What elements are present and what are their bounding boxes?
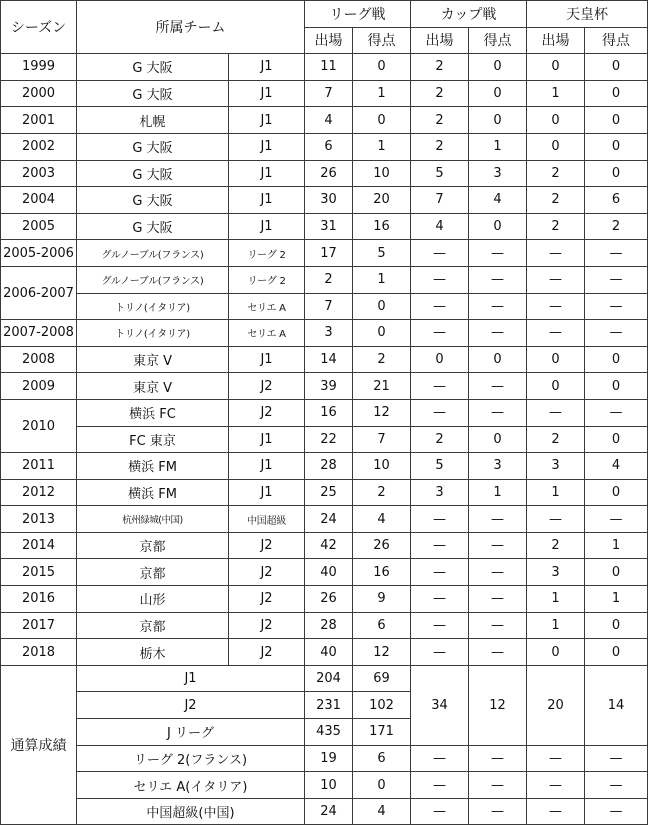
emperor-apps-cell: — xyxy=(527,798,585,825)
league-goals-cell: 21 xyxy=(353,373,411,400)
cup-goals-cell: — xyxy=(469,532,527,559)
cup-apps-cell: 0 xyxy=(411,346,469,373)
emperor-goals-cell: — xyxy=(585,798,648,825)
season-cell: 2018 xyxy=(1,639,77,666)
table-row xyxy=(1,133,648,160)
emperor-apps-cell: 2 xyxy=(527,187,585,214)
table-row xyxy=(1,506,648,533)
emperor-goals-cell: 0 xyxy=(585,54,648,81)
table-row xyxy=(1,586,648,613)
league-goals-cell: 9 xyxy=(353,586,411,613)
league-goals-cell: 0 xyxy=(353,54,411,81)
emperor-apps-header: 出場 xyxy=(527,27,585,54)
cup-goals-cell: 0 xyxy=(469,426,527,453)
table-row xyxy=(1,187,648,214)
league-goals-cell: 10 xyxy=(353,160,411,187)
league-goals-cell: 4 xyxy=(353,506,411,533)
cup-apps-cell: 3 xyxy=(411,479,469,506)
season-cell: 2009 xyxy=(1,373,77,400)
team-cell: 横浜 FM xyxy=(77,453,229,480)
league-goals-cell: 12 xyxy=(353,639,411,666)
emperor-goals-cell: 1 xyxy=(585,532,648,559)
team-cell: FC 東京 xyxy=(77,426,229,453)
league-apps-cell: 2 xyxy=(305,266,353,293)
totals-emperor-apps: 20 xyxy=(527,665,585,745)
league-apps-cell: 40 xyxy=(305,639,353,666)
cup-goals-cell: 3 xyxy=(469,160,527,187)
league-apps-cell: 7 xyxy=(305,80,353,107)
team-cell: 京都 xyxy=(77,559,229,586)
cup-apps-cell: 2 xyxy=(411,426,469,453)
table-row xyxy=(1,80,648,107)
division-cell: リーグ 2 xyxy=(229,240,305,267)
league-goals-cell: 1 xyxy=(353,266,411,293)
season-cell: 2014 xyxy=(1,532,77,559)
team-cell: G 大阪 xyxy=(77,80,229,107)
emperor-goals-cell: — xyxy=(585,320,648,347)
totals-jleague-label: J リーグ xyxy=(77,719,305,746)
league-apps-cell: 7 xyxy=(305,293,353,320)
emperor-goals-cell: 0 xyxy=(585,107,648,134)
division-cell: J2 xyxy=(229,373,305,400)
division-cell: J1 xyxy=(229,453,305,480)
cup-goals-cell: 0 xyxy=(469,107,527,134)
season-cell: 2004 xyxy=(1,187,77,214)
season-cell: 2005-2006 xyxy=(1,240,77,267)
team-cell: 横浜 FM xyxy=(77,479,229,506)
emperor-apps-cell: 0 xyxy=(527,107,585,134)
cup-goals-cell: — xyxy=(469,266,527,293)
table-row xyxy=(1,639,648,666)
season-header: シーズン xyxy=(1,1,77,54)
emperor-apps-cell: 0 xyxy=(527,639,585,666)
table-row xyxy=(1,479,648,506)
league-apps-cell: 4 xyxy=(305,107,353,134)
league-apps-cell: 26 xyxy=(305,586,353,613)
division-cell: J1 xyxy=(229,346,305,373)
league-goals-cell: 5 xyxy=(353,240,411,267)
league-apps-cell: 25 xyxy=(305,479,353,506)
league-apps-cell: 17 xyxy=(305,240,353,267)
emperor-apps-cell: 1 xyxy=(527,80,585,107)
emperor-goals-cell: — xyxy=(585,506,648,533)
league-apps-cell: 3 xyxy=(305,320,353,347)
team-cell: トリノ(イタリア) xyxy=(77,293,229,320)
season-cell: 2007-2008 xyxy=(1,320,77,347)
league-apps-cell: 40 xyxy=(305,559,353,586)
emperor-goals-cell: — xyxy=(585,266,648,293)
emperor-apps-cell: 2 xyxy=(527,426,585,453)
league-goals-cell: 2 xyxy=(353,346,411,373)
emperor-goals-cell: 0 xyxy=(585,426,648,453)
season-cell: 2017 xyxy=(1,612,77,639)
totals-row-csl xyxy=(1,798,648,825)
table-row xyxy=(1,213,648,240)
league-goals-cell: 1 xyxy=(353,80,411,107)
season-cell: 2011 xyxy=(1,453,77,480)
emperor-apps-cell: 1 xyxy=(527,586,585,613)
cup-apps-cell: — xyxy=(411,266,469,293)
cup-apps-cell: — xyxy=(411,745,469,772)
league-apps-cell: 6 xyxy=(305,133,353,160)
cup-goals-cell: 0 xyxy=(469,213,527,240)
league-goals-cell: 6 xyxy=(353,612,411,639)
season-cell: 2015 xyxy=(1,559,77,586)
division-cell: リーグ 2 xyxy=(229,266,305,293)
emperor-goals-cell: 2 xyxy=(585,213,648,240)
division-cell: J1 xyxy=(229,213,305,240)
league-goals-cell: 12 xyxy=(353,399,411,426)
emperor-apps-cell: — xyxy=(527,399,585,426)
team-cell: 東京 V xyxy=(77,346,229,373)
totals-j2-label: J2 xyxy=(77,692,305,719)
league-apps-cell: 30 xyxy=(305,187,353,214)
league-apps-header: 出場 xyxy=(305,27,353,54)
emperor-goals-cell: — xyxy=(585,399,648,426)
totals-cup-apps: 34 xyxy=(411,665,469,745)
cup-apps-cell: — xyxy=(411,320,469,347)
totals-j1-label: J1 xyxy=(77,665,305,692)
cup-goals-cell: — xyxy=(469,506,527,533)
league-header: リーグ戦 xyxy=(305,1,411,28)
team-cell: G 大阪 xyxy=(77,54,229,81)
emperor-apps-cell: 0 xyxy=(527,54,585,81)
totals-j1-goals: 69 xyxy=(353,665,411,692)
league-apps-cell: 16 xyxy=(305,399,353,426)
totals-row-seriea xyxy=(1,772,648,799)
totals-csl-label: 中国超級(中国) xyxy=(77,798,305,825)
division-cell: J2 xyxy=(229,399,305,426)
table-row xyxy=(1,532,648,559)
emperor-goals-cell: — xyxy=(585,745,648,772)
team-cell: G 大阪 xyxy=(77,133,229,160)
emperor-goals-header: 得点 xyxy=(585,27,648,54)
emperor-goals-cell: 1 xyxy=(585,586,648,613)
cup-apps-cell: — xyxy=(411,612,469,639)
emperor-apps-cell: 2 xyxy=(527,213,585,240)
league-goals-header: 得点 xyxy=(353,27,411,54)
division-cell: J1 xyxy=(229,187,305,214)
table-row xyxy=(1,320,648,347)
totals-ligue2-goals: 6 xyxy=(353,745,411,772)
league-goals-cell: 7 xyxy=(353,426,411,453)
cup-apps-header: 出場 xyxy=(411,27,469,54)
league-goals-cell: 0 xyxy=(353,107,411,134)
emperor-goals-cell: 0 xyxy=(585,479,648,506)
team-cell: 横浜 FC xyxy=(77,399,229,426)
table-row xyxy=(1,373,648,400)
emperor-apps-cell: — xyxy=(527,266,585,293)
league-goals-cell: 16 xyxy=(353,213,411,240)
cup-apps-cell: — xyxy=(411,639,469,666)
season-cell: 2006-2007 xyxy=(1,266,77,319)
cup-apps-cell: 2 xyxy=(411,80,469,107)
table-row xyxy=(1,453,648,480)
cup-goals-cell: — xyxy=(469,612,527,639)
league-goals-cell: 20 xyxy=(353,187,411,214)
cup-goals-cell: 3 xyxy=(469,453,527,480)
emperor-apps-cell: 1 xyxy=(527,479,585,506)
team-cell: 東京 V xyxy=(77,373,229,400)
cup-apps-cell: — xyxy=(411,373,469,400)
cup-goals-cell: 0 xyxy=(469,346,527,373)
table-row xyxy=(1,54,648,81)
league-goals-cell: 26 xyxy=(353,532,411,559)
emperor-apps-cell: — xyxy=(527,745,585,772)
totals-seriea-goals: 0 xyxy=(353,772,411,799)
division-cell: セリエ A xyxy=(229,320,305,347)
totals-row-ligue2 xyxy=(1,745,648,772)
cup-goals-cell: — xyxy=(469,559,527,586)
emperor-apps-cell: — xyxy=(527,320,585,347)
cup-goals-cell: — xyxy=(469,772,527,799)
totals-csl-goals: 4 xyxy=(353,798,411,825)
season-cell: 2013 xyxy=(1,506,77,533)
totals-seriea-label: セリエ A(イタリア) xyxy=(77,772,305,799)
cup-apps-cell: 2 xyxy=(411,54,469,81)
table-row xyxy=(1,399,648,426)
team-header: 所属チーム xyxy=(77,1,305,54)
division-cell: J1 xyxy=(229,426,305,453)
cup-apps-cell: — xyxy=(411,772,469,799)
season-cell: 2005 xyxy=(1,213,77,240)
totals-seriea-apps: 10 xyxy=(305,772,353,799)
season-cell: 2010 xyxy=(1,399,77,452)
cup-apps-cell: — xyxy=(411,293,469,320)
division-cell: J2 xyxy=(229,559,305,586)
table-row xyxy=(1,107,648,134)
season-cell: 1999 xyxy=(1,54,77,81)
cup-apps-cell: — xyxy=(411,798,469,825)
totals-j2-apps: 231 xyxy=(305,692,353,719)
table-row xyxy=(1,426,648,453)
cup-goals-cell: 0 xyxy=(469,80,527,107)
cup-goals-cell: 4 xyxy=(469,187,527,214)
cup-apps-cell: 7 xyxy=(411,187,469,214)
team-cell: トリノ(イタリア) xyxy=(77,320,229,347)
emperor-goals-cell: 4 xyxy=(585,453,648,480)
team-cell: 札幌 xyxy=(77,107,229,134)
emperor-apps-cell: 3 xyxy=(527,453,585,480)
season-cell: 2000 xyxy=(1,80,77,107)
league-goals-cell: 2 xyxy=(353,479,411,506)
team-cell: 杭州緑城(中国) xyxy=(77,506,229,533)
emperor-goals-cell: — xyxy=(585,293,648,320)
season-cell: 2012 xyxy=(1,479,77,506)
cup-goals-cell: 0 xyxy=(469,54,527,81)
table-row xyxy=(1,559,648,586)
table-row xyxy=(1,612,648,639)
division-cell: J1 xyxy=(229,80,305,107)
emperor-goals-cell: 0 xyxy=(585,373,648,400)
emperor-apps-cell: 2 xyxy=(527,160,585,187)
league-apps-cell: 39 xyxy=(305,373,353,400)
table-row xyxy=(1,293,648,320)
team-cell: 栃木 xyxy=(77,639,229,666)
cup-apps-cell: — xyxy=(411,586,469,613)
division-cell: セリエ A xyxy=(229,293,305,320)
league-goals-cell: 16 xyxy=(353,559,411,586)
season-cell: 2002 xyxy=(1,133,77,160)
league-apps-cell: 28 xyxy=(305,453,353,480)
cup-apps-cell: 2 xyxy=(411,133,469,160)
emperor-goals-cell: — xyxy=(585,772,648,799)
cup-goals-cell: — xyxy=(469,373,527,400)
season-cell: 2001 xyxy=(1,107,77,134)
team-cell: 京都 xyxy=(77,612,229,639)
emperor-goals-cell: 0 xyxy=(585,160,648,187)
emperor-cup-header: 天皇杯 xyxy=(527,1,648,28)
cup-goals-cell: — xyxy=(469,240,527,267)
league-apps-cell: 11 xyxy=(305,54,353,81)
cup-goals-header: 得点 xyxy=(469,27,527,54)
totals-jleague-apps: 435 xyxy=(305,719,353,746)
cup-apps-cell: — xyxy=(411,532,469,559)
table-row xyxy=(1,240,648,267)
league-apps-cell: 14 xyxy=(305,346,353,373)
cup-apps-cell: 4 xyxy=(411,213,469,240)
team-cell: グルノーブル(フランス) xyxy=(77,266,229,293)
league-apps-cell: 26 xyxy=(305,160,353,187)
emperor-goals-cell: 0 xyxy=(585,612,648,639)
emperor-apps-cell: 2 xyxy=(527,532,585,559)
emperor-apps-cell: 0 xyxy=(527,346,585,373)
header-row xyxy=(1,1,648,28)
team-cell: G 大阪 xyxy=(77,160,229,187)
league-goals-cell: 1 xyxy=(353,133,411,160)
cup-header: カップ戦 xyxy=(411,1,527,28)
league-apps-cell: 31 xyxy=(305,213,353,240)
cup-goals-cell: — xyxy=(469,586,527,613)
cup-apps-cell: 5 xyxy=(411,160,469,187)
team-cell: G 大阪 xyxy=(77,213,229,240)
cup-apps-cell: 5 xyxy=(411,453,469,480)
totals-j1-apps: 204 xyxy=(305,665,353,692)
division-cell: J2 xyxy=(229,612,305,639)
league-goals-cell: 0 xyxy=(353,320,411,347)
emperor-apps-cell: — xyxy=(527,293,585,320)
team-cell: G 大阪 xyxy=(77,187,229,214)
league-apps-cell: 22 xyxy=(305,426,353,453)
totals-j2-goals: 102 xyxy=(353,692,411,719)
league-apps-cell: 42 xyxy=(305,532,353,559)
cup-goals-cell: 1 xyxy=(469,479,527,506)
division-cell: J2 xyxy=(229,532,305,559)
emperor-goals-cell: 0 xyxy=(585,639,648,666)
season-cell: 2008 xyxy=(1,346,77,373)
totals-ligue2-apps: 19 xyxy=(305,745,353,772)
totals-row-j1 xyxy=(1,665,648,692)
totals-cup-goals: 12 xyxy=(469,665,527,745)
totals-ligue2-label: リーグ 2(フランス) xyxy=(77,745,305,772)
cup-goals-cell: — xyxy=(469,399,527,426)
cup-apps-cell: 2 xyxy=(411,107,469,134)
division-cell: J1 xyxy=(229,54,305,81)
emperor-goals-cell: 0 xyxy=(585,133,648,160)
team-cell: グルノーブル(フランス) xyxy=(77,240,229,267)
emperor-goals-cell: 0 xyxy=(585,346,648,373)
emperor-apps-cell: — xyxy=(527,240,585,267)
division-cell: J2 xyxy=(229,586,305,613)
emperor-apps-cell: 3 xyxy=(527,559,585,586)
division-cell: J1 xyxy=(229,479,305,506)
cup-goals-cell: — xyxy=(469,745,527,772)
emperor-goals-cell: — xyxy=(585,240,648,267)
emperor-apps-cell: — xyxy=(527,772,585,799)
league-goals-cell: 10 xyxy=(353,453,411,480)
season-cell: 2016 xyxy=(1,586,77,613)
season-cell: 2003 xyxy=(1,160,77,187)
table-row xyxy=(1,266,648,293)
emperor-apps-cell: 0 xyxy=(527,133,585,160)
division-cell: J1 xyxy=(229,133,305,160)
totals-csl-apps: 24 xyxy=(305,798,353,825)
cup-goals-cell: — xyxy=(469,320,527,347)
team-cell: 山形 xyxy=(77,586,229,613)
cup-goals-cell: — xyxy=(469,293,527,320)
league-apps-cell: 28 xyxy=(305,612,353,639)
team-cell: 京都 xyxy=(77,532,229,559)
emperor-goals-cell: 0 xyxy=(585,559,648,586)
emperor-apps-cell: — xyxy=(527,506,585,533)
cup-goals-cell: 1 xyxy=(469,133,527,160)
table-row xyxy=(1,346,648,373)
cup-apps-cell: — xyxy=(411,559,469,586)
totals-emperor-goals: 14 xyxy=(585,665,648,745)
division-cell: J2 xyxy=(229,639,305,666)
totals-jleague-goals: 171 xyxy=(353,719,411,746)
division-cell: J1 xyxy=(229,160,305,187)
cup-apps-cell: — xyxy=(411,399,469,426)
division-cell: 中国超級 xyxy=(229,506,305,533)
career-totals-label: 通算成績 xyxy=(1,665,77,825)
emperor-goals-cell: 6 xyxy=(585,187,648,214)
cup-goals-cell: — xyxy=(469,798,527,825)
emperor-goals-cell: 0 xyxy=(585,80,648,107)
table-row xyxy=(1,160,648,187)
cup-apps-cell: — xyxy=(411,240,469,267)
emperor-apps-cell: 1 xyxy=(527,612,585,639)
league-apps-cell: 24 xyxy=(305,506,353,533)
cup-goals-cell: — xyxy=(469,639,527,666)
cup-apps-cell: — xyxy=(411,506,469,533)
division-cell: J1 xyxy=(229,107,305,134)
league-goals-cell: 0 xyxy=(353,293,411,320)
emperor-apps-cell: 0 xyxy=(527,373,585,400)
